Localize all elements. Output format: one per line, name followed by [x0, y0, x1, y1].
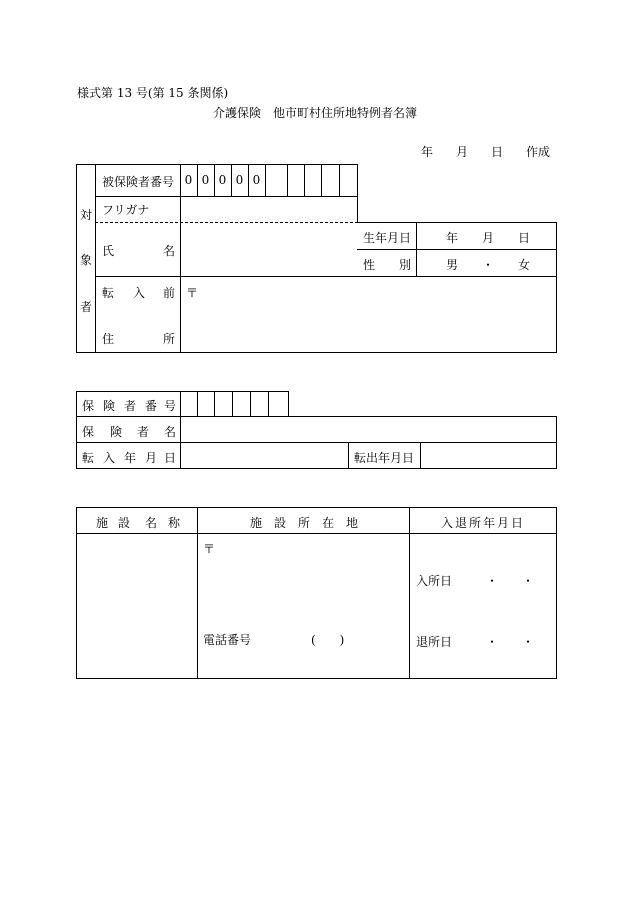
- birthdate-month: 月: [482, 231, 495, 245]
- admission-date-label: 入所日: [416, 574, 453, 588]
- insured-number-digit[interactable]: 0: [218, 173, 227, 187]
- insured-number-digit[interactable]: 0: [252, 173, 261, 187]
- facility-location-header-4: 在: [322, 516, 335, 530]
- sex-male[interactable]: 男: [446, 258, 459, 272]
- facility-location-header-5: 地: [346, 516, 359, 530]
- sex-label-1: 性: [363, 258, 376, 272]
- facility-name-header-1: 施: [96, 516, 109, 530]
- insured-number-digit[interactable]: 0: [201, 173, 210, 187]
- date-day-label: 日: [491, 145, 504, 159]
- facility-postal-mark: 〒: [203, 542, 216, 556]
- document-title: 介護保険 他市町村住所地特例者名簿: [213, 106, 418, 120]
- prev-address-label-4: 住: [102, 332, 115, 346]
- sex-separator: ・: [482, 258, 495, 272]
- sex-label-2: 別: [399, 258, 412, 272]
- subject-side-label-2: 象: [80, 253, 93, 267]
- discharge-date-label: 退所日: [416, 635, 453, 649]
- name-label-1: 氏: [102, 244, 115, 258]
- facility-name-header-3: 名: [145, 516, 158, 530]
- insurer-number-label-2: 険: [103, 399, 116, 413]
- admission-date-dots: ・ ・: [486, 574, 535, 588]
- move-in-date-label-2: 入: [103, 451, 116, 465]
- facility-dates-header: 入退所年月日: [441, 516, 526, 530]
- subject-side-label-3: 者: [80, 300, 93, 314]
- prev-address-label-5: 所: [163, 332, 176, 346]
- facility-location-header-3: 所: [298, 516, 311, 530]
- insurer-number-label-4: 番: [145, 399, 158, 413]
- birthdate-label: 生年月日: [363, 231, 412, 245]
- move-in-date-label-3: 年: [124, 451, 137, 465]
- move-in-date-label-4: 月: [145, 451, 158, 465]
- discharge-date-dots: ・ ・: [486, 635, 535, 649]
- move-out-date-label: 転出年月日: [354, 451, 415, 465]
- furigana-label: フリガナ: [102, 203, 150, 217]
- birthdate-year: 年: [446, 231, 459, 245]
- insured-number-label: 被保険者番号: [102, 175, 175, 189]
- insurer-number-label-3: 者: [124, 399, 137, 413]
- insured-number-digit[interactable]: 0: [235, 173, 244, 187]
- facility-name-header-4: 称: [168, 516, 181, 530]
- birthdate-day: 日: [518, 231, 531, 245]
- prev-address-label-2: 入: [133, 286, 146, 300]
- facility-location-header-1: 施: [250, 516, 263, 530]
- subject-side-label-1: 対: [80, 208, 93, 222]
- insurer-number-label-5: 号: [164, 399, 177, 413]
- insurer-name-label-2: 険: [110, 425, 123, 439]
- move-in-date-label-1: 転: [82, 451, 95, 465]
- date-month-label: 月: [456, 145, 469, 159]
- insurer-name-label-3: 者: [137, 425, 150, 439]
- form-number: 様式第 13 号(第 15 条関係): [77, 86, 229, 100]
- insurer-name-label-1: 保: [82, 425, 95, 439]
- insured-number-digit[interactable]: 0: [184, 173, 193, 187]
- postal-mark: 〒: [186, 286, 199, 300]
- date-created-label: 作成: [526, 145, 551, 159]
- name-label-2: 名: [163, 244, 176, 258]
- move-in-date-label-5: 日: [164, 451, 177, 465]
- facility-phone-label: 電話番号: [203, 633, 252, 647]
- facility-phone-parens: ( ): [311, 633, 345, 647]
- sex-female[interactable]: 女: [518, 258, 531, 272]
- prev-address-label-3: 前: [163, 286, 176, 300]
- facility-name-header-2: 設: [118, 516, 131, 530]
- insurer-number-label-1: 保: [82, 399, 95, 413]
- facility-location-header-2: 設: [274, 516, 287, 530]
- date-year-label: 年: [421, 145, 434, 159]
- insurer-name-label-4: 名: [164, 425, 177, 439]
- prev-address-label-1: 転: [102, 286, 115, 300]
